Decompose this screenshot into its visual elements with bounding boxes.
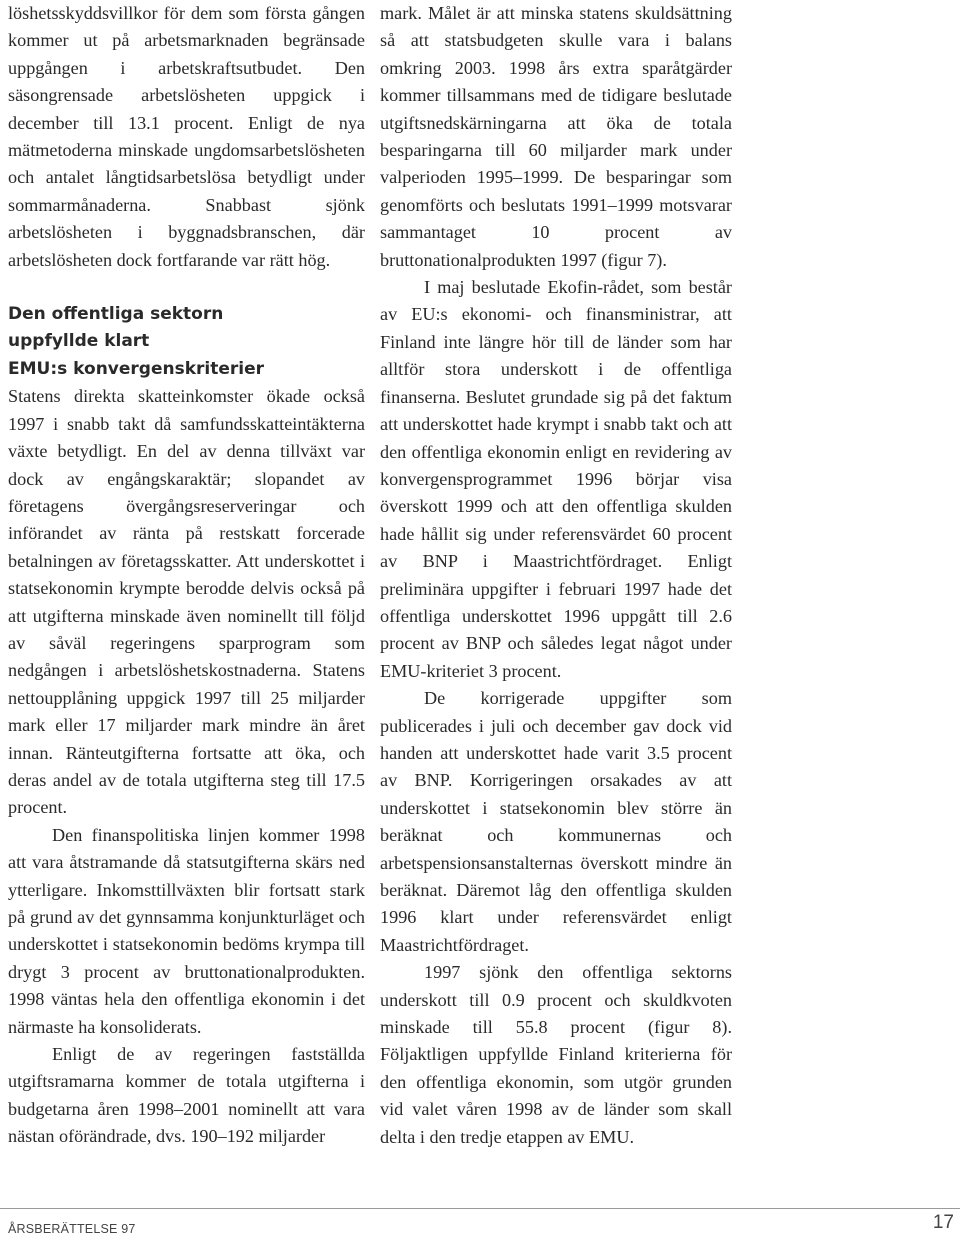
paragraph-ekofin: I maj beslutade Ekofin-rådet, som består av EU:s ekonomi- och finansministrar, att Finland inte längre hör till de länder som har alltför stora underskott i de offentliga finanserna. Beslutet grundade sig på det faktum att underskottet hade krympt i snabb takt och att den offentliga ekonomin enligt en revidering av konvergensprogrammet 1996 börjar visa överskott 1999 och att den offentliga skulden hade hållit sig under referensvärdet 60 procent av BNP i Maastrichtfördraget. Enligt preliminära uppgifter i februari 1997 hade det offentliga underskottet 1996 uppgått till 2.6 procent av BNP och således legat något under EMU-kriteriet 3 procent. [380, 277, 732, 681]
paragraph-deficit-1997: 1997 sjönk den offentliga sektorns underskott till 0.9 procent och skuldkvoten minskade till 55.8 procent (figur 8). Följaktligen uppfyllde Finland kriterierna för den offentliga ekonomin, som utgör grunden vid valet våren 1998 av de länder som skall delta i den tredje etappen av EMU. [380, 962, 732, 1147]
section-heading-line-2: uppfyllde klart [8, 331, 150, 352]
paragraph-unemployment: löshetsskyddsvillkor för dem som första gången kommer ut på arbetsmarknaden begränsade uppgången i arbetskraftsutbudet. Den säsongrensade arbetslösheten uppgick i december till 13.1 procent. Enligt de nya mätmetoderna minskade ungdomsarbetslösheten och antalet långtidsarbetslösa betydligt under sommarmånaderna. Snabbast sjönk arbetslösheten i byggnadsbranschen, där arbetslösheten dock fortfarande var rätt hög. [8, 3, 365, 270]
section-heading-line-1: Den offentliga sektorn [8, 304, 224, 325]
left-column [8, 0, 365, 1151]
page-number: 17 [932, 1212, 954, 1233]
paragraph-corrected-figures: De korrigerade uppgifter som publicerades i juli och december gav dock vid handen att underskottet hade varit 3.5 procent av BNP. Korrigeringen orsakades av att underskottet i statsekonomin blev större än beräknat och kommunernas och arbetspensionsanstalternas överskott mindre än beräknat. Däremot låg den offentliga skulden 1996 klart under referensvärdet enligt Maastrichtfördraget. [380, 688, 732, 955]
paragraph-expenditure-frames: Enligt de av regeringen fastställda utgiftsramarna kommer de totala utgifterna i budgetarna åren 1998–2001 nominellt att vara nästan oförändrade, dvs. 190–192 miljarder [8, 1044, 365, 1147]
right-column [380, 0, 732, 1151]
paragraph-fiscal-policy: Den finanspolitiska linjen kommer 1998 att vara åtstramande då statsutgifterna skärs ned ytterligare. Inkomsttillväxten blir fortsatt stark på grund av det gynnsamma konjunkturläget och underskottet i statsekonomin bedöms krympa till drygt 3 procent av bruttonationalprodukten. 1998 väntas hela den offentliga ekonomin i det närmaste ha konsoliderats. [8, 824, 365, 1037]
section-heading-line-3: EMU:s konvergenskriterier [8, 358, 265, 379]
footer-divider [0, 1208, 960, 1209]
paragraph-state-revenue: Statens direkta skatteinkomster ökade också 1997 i snabb takt då samfundsskatteintäkterna växte betydligt. En del av denna tillväxt var dock av engångskaraktär; slopandet av företagens övergångsreserveringar och införandet av ränta på restskatt forcerade betalningen av företagsskatter. Att underskottet i statsekonomin krympte berodde delvis också på att utgifterna minskade även nominellt till följd av såväl regeringens sparprogram som nedgången i arbetslöshetskostnaderna. Statens nettoupplåning uppgick 1997 till 25 miljarder mark eller 17 miljarder mark mindre än året innan. Ränteutgifterna fortsatte att öka, och deras andel av de totala utgifterna steg till 17.5 procent. [8, 386, 365, 818]
footer-publication-title: ÅRSBERÄTTELSE 97 [8, 1222, 136, 1236]
section-heading [8, 301, 365, 383]
paragraph-debt-goal: mark. Målet är att minska statens skuldsättning så att statsbudgeten skulle vara i balans omkring 2003. 1998 års extra sparåtgärder kommer tillsammans med de tidigare beslutade utgiftsnedskärningarna att öka de totala besparingarna till 60 miljarder mark under valperioden 1995–1999. De besparingar som genomförts och beslutats 1991–1999 motsvarar sammantaget 10 procent av bruttonationalprodukten 1997 (figur 7). [380, 3, 732, 270]
